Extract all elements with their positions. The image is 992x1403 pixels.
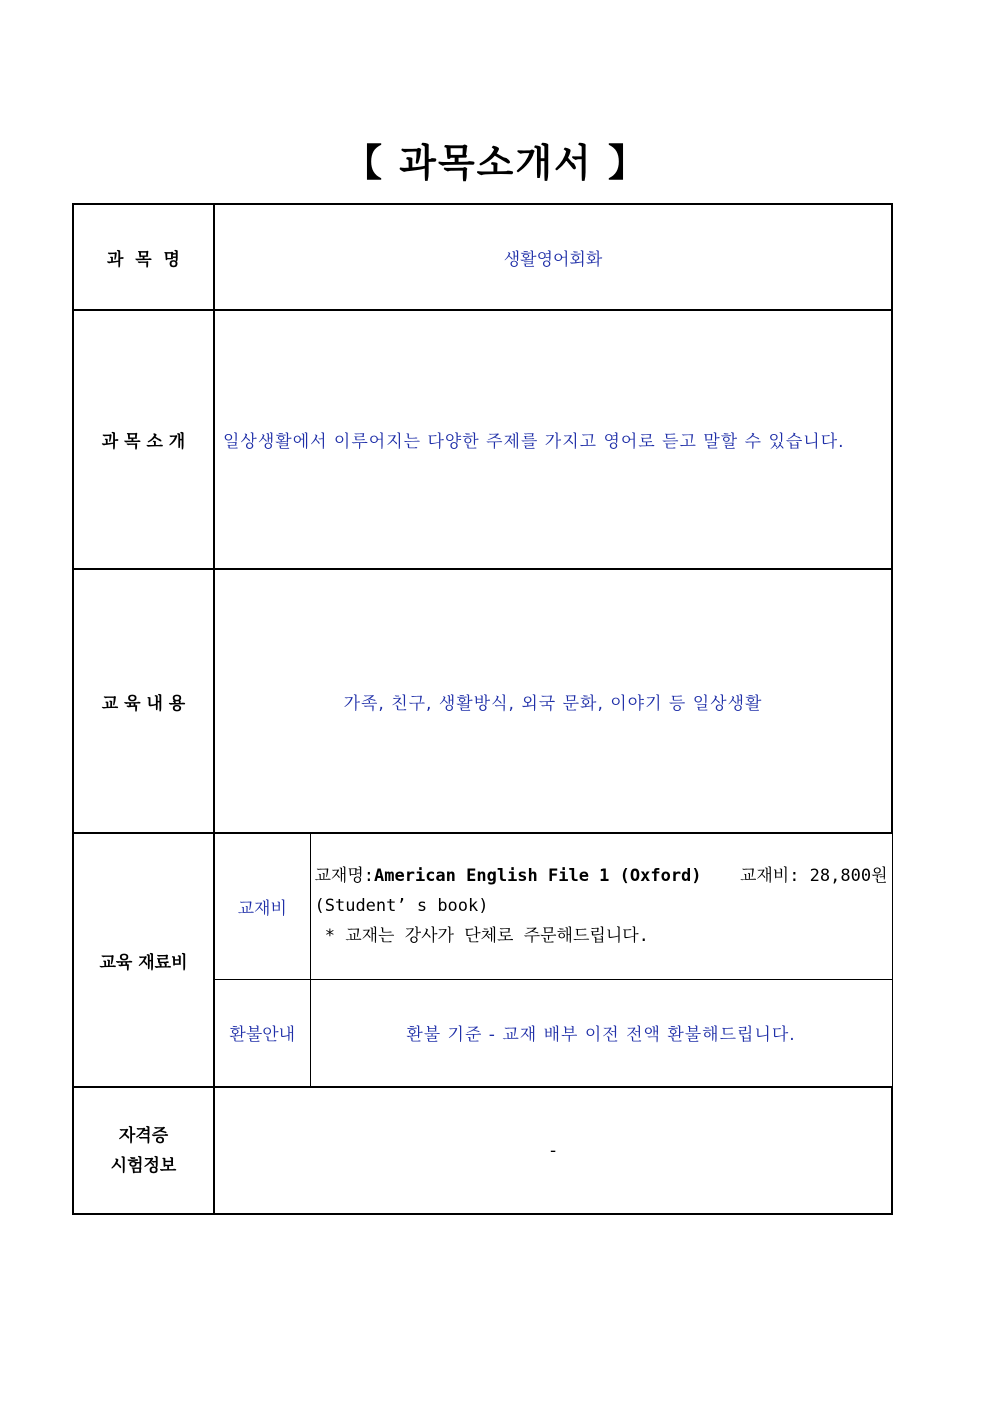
refund-value: 환불 기준 - 교재 배부 이전 전액 환불해드립니다. xyxy=(310,979,892,1087)
textbook-label: 교재비 xyxy=(214,833,310,979)
course-intro-row xyxy=(73,310,892,569)
refund-label: 환불안내 xyxy=(214,979,310,1087)
course-intro-label: 과 목 소 개 xyxy=(73,310,214,569)
course-info-table xyxy=(72,203,893,1215)
edu-content-row xyxy=(73,569,892,833)
course-name-row xyxy=(73,204,892,310)
certificate-label-line2: 시험정보 xyxy=(110,1155,177,1176)
textbook-row xyxy=(73,833,892,979)
textbook-name-cont: (Student’ s book) xyxy=(314,896,489,917)
course-name-label: 과 목 명 xyxy=(73,204,214,310)
textbook-line1 xyxy=(315,861,888,891)
certificate-label xyxy=(73,1087,214,1214)
certificate-label-line1: 자격증 xyxy=(118,1125,169,1146)
textbook-name-prefix: 교재명: xyxy=(314,866,375,887)
textbook-info xyxy=(310,833,892,979)
edu-content-value: 가족, 친구, 생활방식, 외국 문화, 이야기 등 일상생활 xyxy=(214,569,892,833)
certificate-row xyxy=(73,1087,892,1214)
page-title: 【 과목소개서 】 xyxy=(344,141,648,185)
materials-label: 교육 재료비 xyxy=(73,833,214,1087)
course-name-value: 생활영어회화 xyxy=(214,204,892,310)
certificate-value: - xyxy=(214,1087,892,1214)
textbook-price: 교재비: 28,800원 xyxy=(739,866,888,887)
textbook-name: American English File 1 (Oxford) xyxy=(374,866,702,887)
course-intro-value: 일상생활에서 이루어지는 다양한 주제를 가지고 영어로 듣고 말할 수 있습니다. xyxy=(214,310,892,569)
textbook-name-group xyxy=(315,861,702,891)
edu-content-label: 교 육 내 용 xyxy=(73,569,214,833)
textbook-note: * 교재는 강사가 단체로 주문해드립니다. xyxy=(314,926,649,947)
